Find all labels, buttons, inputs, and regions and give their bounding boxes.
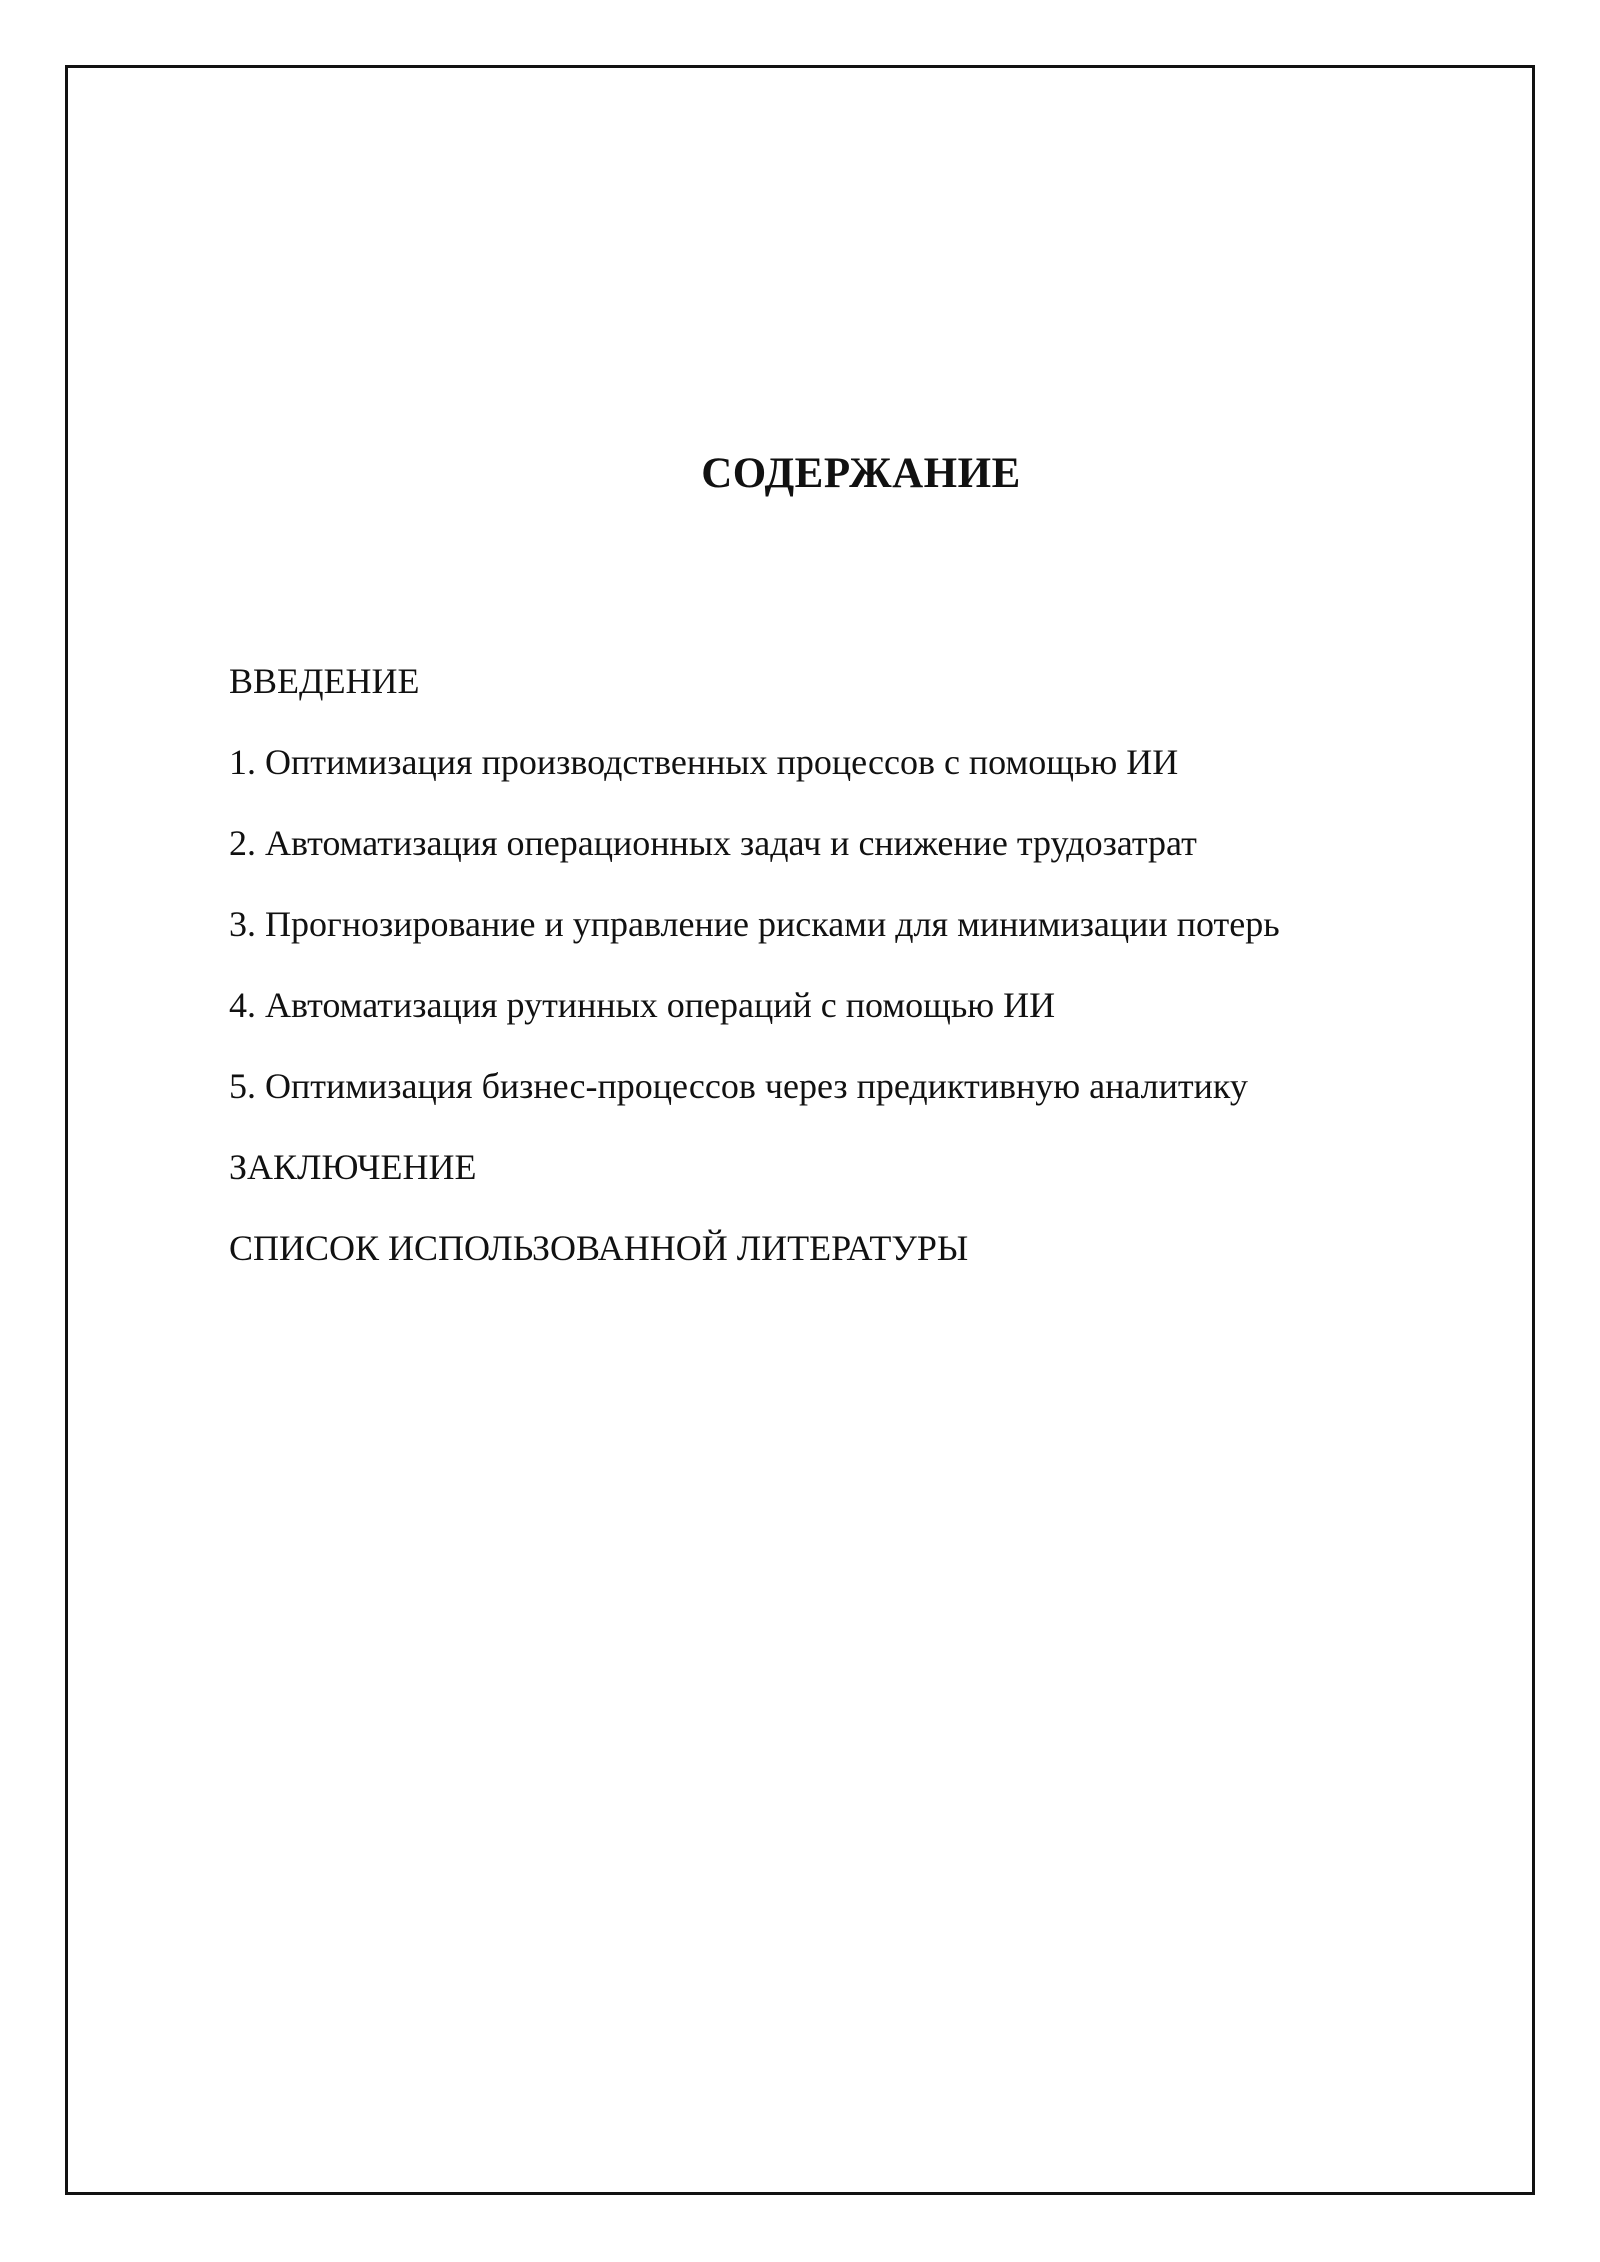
table-of-contents-title: СОДЕРЖАНИЕ [701,450,1021,497]
toc-entry-chapter-1: 1. Оптимизация производственных процессов с помощью ИИ [229,742,1179,782]
toc-entry-conclusion: ЗАКЛЮЧЕНИЕ [229,1147,477,1187]
table-of-contents-list [229,641,1280,1289]
toc-entry-introduction: ВВЕДЕНИЕ [229,661,420,701]
toc-entry-references: СПИСОК ИСПОЛЬЗОВАННОЙ ЛИТЕРАТУРЫ [229,1228,969,1268]
toc-entry-chapter-3: 3. Прогнозирование и управление рисками для минимизации потерь [229,904,1280,944]
toc-entry-chapter-2: 2. Автоматизация операционных задач и снижение трудозатрат [229,823,1197,863]
toc-entry-chapter-4: 4. Автоматизация рутинных операций с помощью ИИ [229,985,1056,1025]
toc-entry-chapter-5: 5. Оптимизация бизнес-процессов через предиктивную аналитику [229,1066,1248,1106]
